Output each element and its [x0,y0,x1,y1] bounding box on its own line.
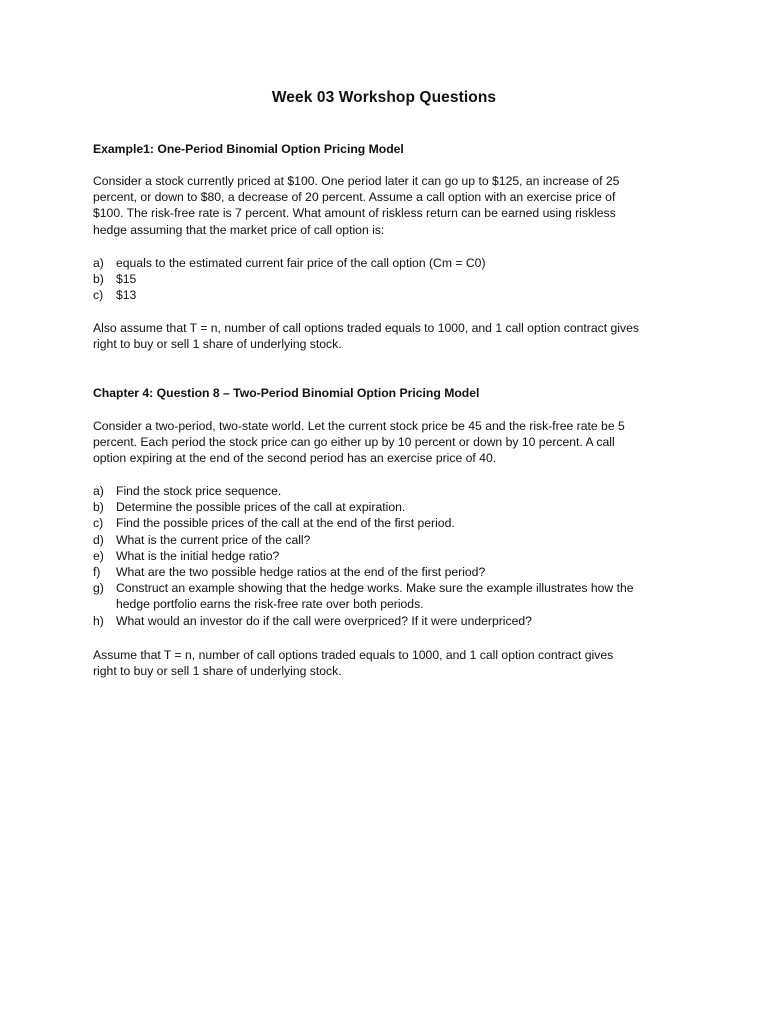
list-item [93,613,683,629]
list-item-text: Find the stock price sequence. [116,484,282,498]
list-marker: d) [93,532,104,547]
example1-paragraph: Consider a stock currently priced at $100. One period later it can go up to $125, an increase of 25 percent, or down to $80, a decrease of 20 percent. Assume a call option with an exercise price of $100. The risk-free rate is 7 percent. What amount of riskless return can be earned using riskless hedge assuming that the market price of call option is: [93,174,620,237]
list-item [93,271,683,287]
list-marker: c) [93,288,104,303]
list-item-text: What would an investor do if the call were overpriced? If it were underpriced? [116,613,532,628]
example1-heading: Example1: One-Period Binomial Option Pricing Model [93,142,404,156]
list-item-text: Find the possible prices of the call at the end of the first period. [116,516,455,531]
list-item-text: What is the initial hedge ratio? [116,548,280,563]
list-marker: h) [93,613,104,628]
example1-list [93,255,683,304]
list-marker: f) [93,565,101,580]
question8-note: Assume that T = n, number of call options traded equals to 1000, and 1 call option contract gives right to buy or sell 1 share of underlying stock. [93,648,614,679]
list-item [93,499,683,515]
list-marker: c) [93,516,104,531]
example1-note: Also assume that T = n, number of call options traded equals to 1000, and 1 call option contract gives right to buy or sell 1 share of underlying stock. [93,321,639,352]
list-item-text: What are the two possible hedge ratios at the end of the first period? [116,565,486,580]
list-marker: b) [93,272,104,287]
question8-heading: Chapter 4: Question 8 – Two-Period Binomial Option Pricing Model [93,386,480,400]
list-item [93,255,683,271]
page-title: Week 03 Workshop Questions [271,89,497,106]
list-item-text: equals to the estimated current fair price of the call option (Cm = C0) [116,256,486,270]
list-item-text: What is the current price of the call? [116,532,311,547]
list-marker: b) [93,500,104,515]
list-item [93,532,683,548]
list-item [93,564,683,580]
list-item-text: $13 [116,288,137,303]
list-marker: a) [93,256,104,270]
list-item [93,483,683,499]
list-item [93,515,683,531]
list-marker: a) [93,484,104,498]
list-item [93,580,683,612]
list-item [93,548,683,564]
list-item-text: $15 [116,272,137,287]
list-item-text: Construct an example showing that the hedge works. Make sure the example illustrates how the hedge portfolio earns the risk-free rate over both periods. [116,581,634,612]
question8-list [93,483,683,629]
list-item-text: Determine the possible prices of the call at expiration. [116,500,406,515]
question8-paragraph: Consider a two-period, two-state world. Let the current stock price be 45 and the risk-free rate be 5 percent. Each period the stock price can go either up by 10 percent or down by 10 percent. A call option expiring at the end of the second period has an exercise price of 40. [93,419,625,466]
list-marker: g) [93,581,104,596]
list-item [93,287,683,303]
list-marker: e) [93,548,104,563]
